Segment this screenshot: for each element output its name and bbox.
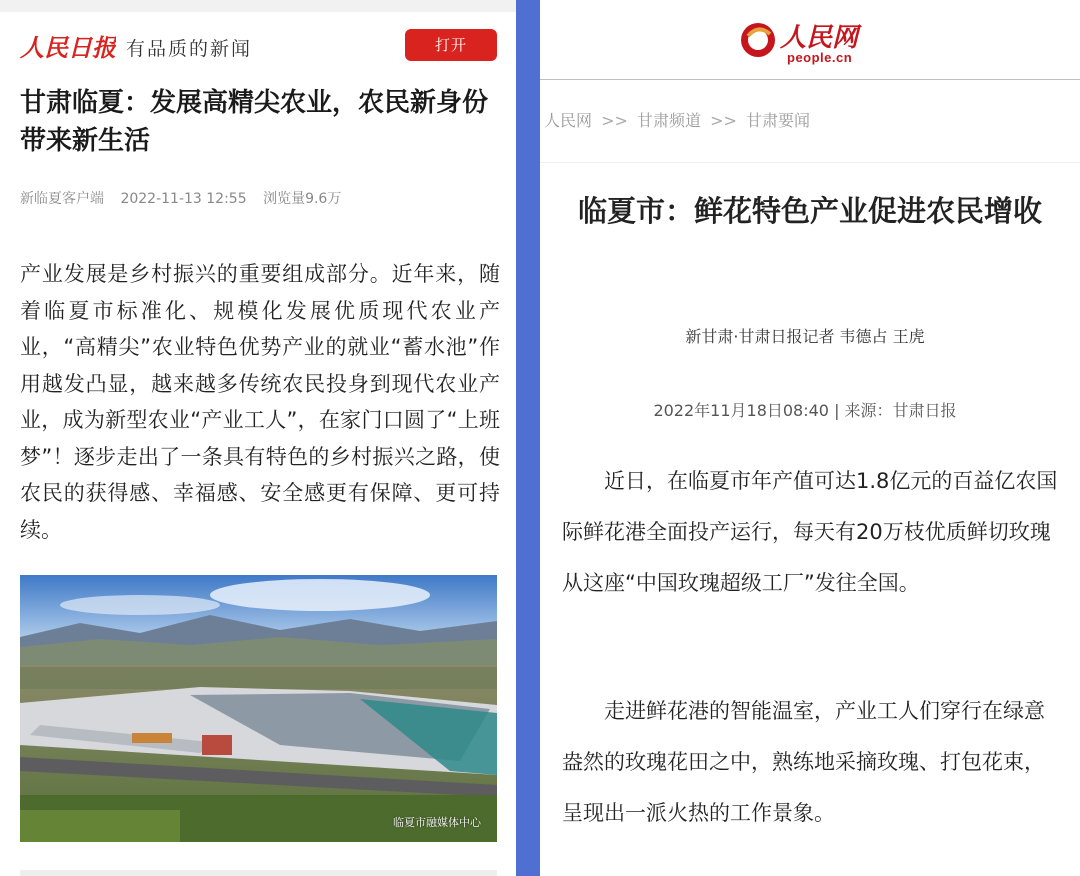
breadcrumb-item[interactable]: 甘肃频道 bbox=[637, 111, 702, 130]
left-app-screenshot bbox=[0, 0, 516, 876]
bottom-divider bbox=[20, 870, 497, 876]
panel-divider bbox=[516, 0, 540, 876]
breadcrumb-item[interactable]: 甘肃要闻 bbox=[746, 111, 811, 130]
svg-text:人民日报: 人民日报 bbox=[20, 33, 116, 62]
app-header bbox=[0, 12, 516, 78]
open-app-button[interactable]: 打开 bbox=[405, 29, 497, 61]
article-paragraph: 走进鲜花港的智能温室，产业工人们穿行在绿意盎然的玫瑰花田之中，熟练地采摘玫瑰、打包花束，呈现出一派火热的工作景象。 bbox=[562, 699, 1045, 825]
site-url: people.cn bbox=[787, 50, 853, 65]
breadcrumb-separator: >> bbox=[601, 111, 628, 130]
article-source: 新临夏客户端 bbox=[20, 191, 104, 207]
article-photo[interactable] bbox=[20, 575, 497, 842]
article-body: 产业发展是乡村振兴的重要组成部分。近年来，随着临夏市标准化、规模化发展优质现代农业产业，“高精尖”农业特色优势产业的就业“蓄水池”作用越发凸显，越来越多传统农民投身到现代农业产业，成为新型农业“产业工人”，在家门口圆了“上班梦”！逐步走出了一条具有特色的乡村振兴之路，使农民的获得感、幸福感、安全感更有保障、更可持续。 bbox=[20, 262, 500, 542]
site-header bbox=[540, 0, 1080, 80]
breadcrumb-item[interactable]: 人民网 bbox=[544, 111, 593, 130]
status-strip bbox=[0, 0, 516, 12]
article-author: 新甘肃·甘肃日报记者 韦德占 王虎 bbox=[685, 327, 925, 346]
greenhouse-aerial-image bbox=[20, 575, 497, 842]
article-dateline: 2022年11月18日08:40 | 来源：甘肃日报 bbox=[653, 401, 957, 420]
article-paragraph: 近日，在临夏市年产值可达1.8亿元的百益亿农国际鲜花港全面投产运行，每天有20万枝优质鲜切玫瑰从这座“中国玫瑰超级工厂”发往全国。 bbox=[562, 469, 1058, 595]
article-datetime: 2022-11-13 12:55 bbox=[120, 191, 247, 207]
svg-text:人民网: 人民网 bbox=[780, 23, 859, 53]
article-title: 甘肃临夏：发展高精尖农业，农民新身份带来新生活 bbox=[20, 88, 489, 156]
breadcrumb bbox=[544, 108, 810, 131]
article-meta bbox=[20, 188, 353, 208]
photo-watermark: 临夏市融媒体中心 bbox=[393, 816, 481, 829]
app-slogan: 有品质的新闻 bbox=[126, 38, 253, 60]
peoples-daily-logo bbox=[20, 30, 116, 62]
right-website-screenshot bbox=[540, 0, 1080, 876]
article-title: 临夏市：鲜花特色产业促进农民增收 bbox=[577, 194, 1042, 228]
article-views: 浏览量9.6万 bbox=[263, 191, 342, 207]
breadcrumb-divider bbox=[540, 162, 1080, 163]
breadcrumb-separator: >> bbox=[710, 111, 737, 130]
